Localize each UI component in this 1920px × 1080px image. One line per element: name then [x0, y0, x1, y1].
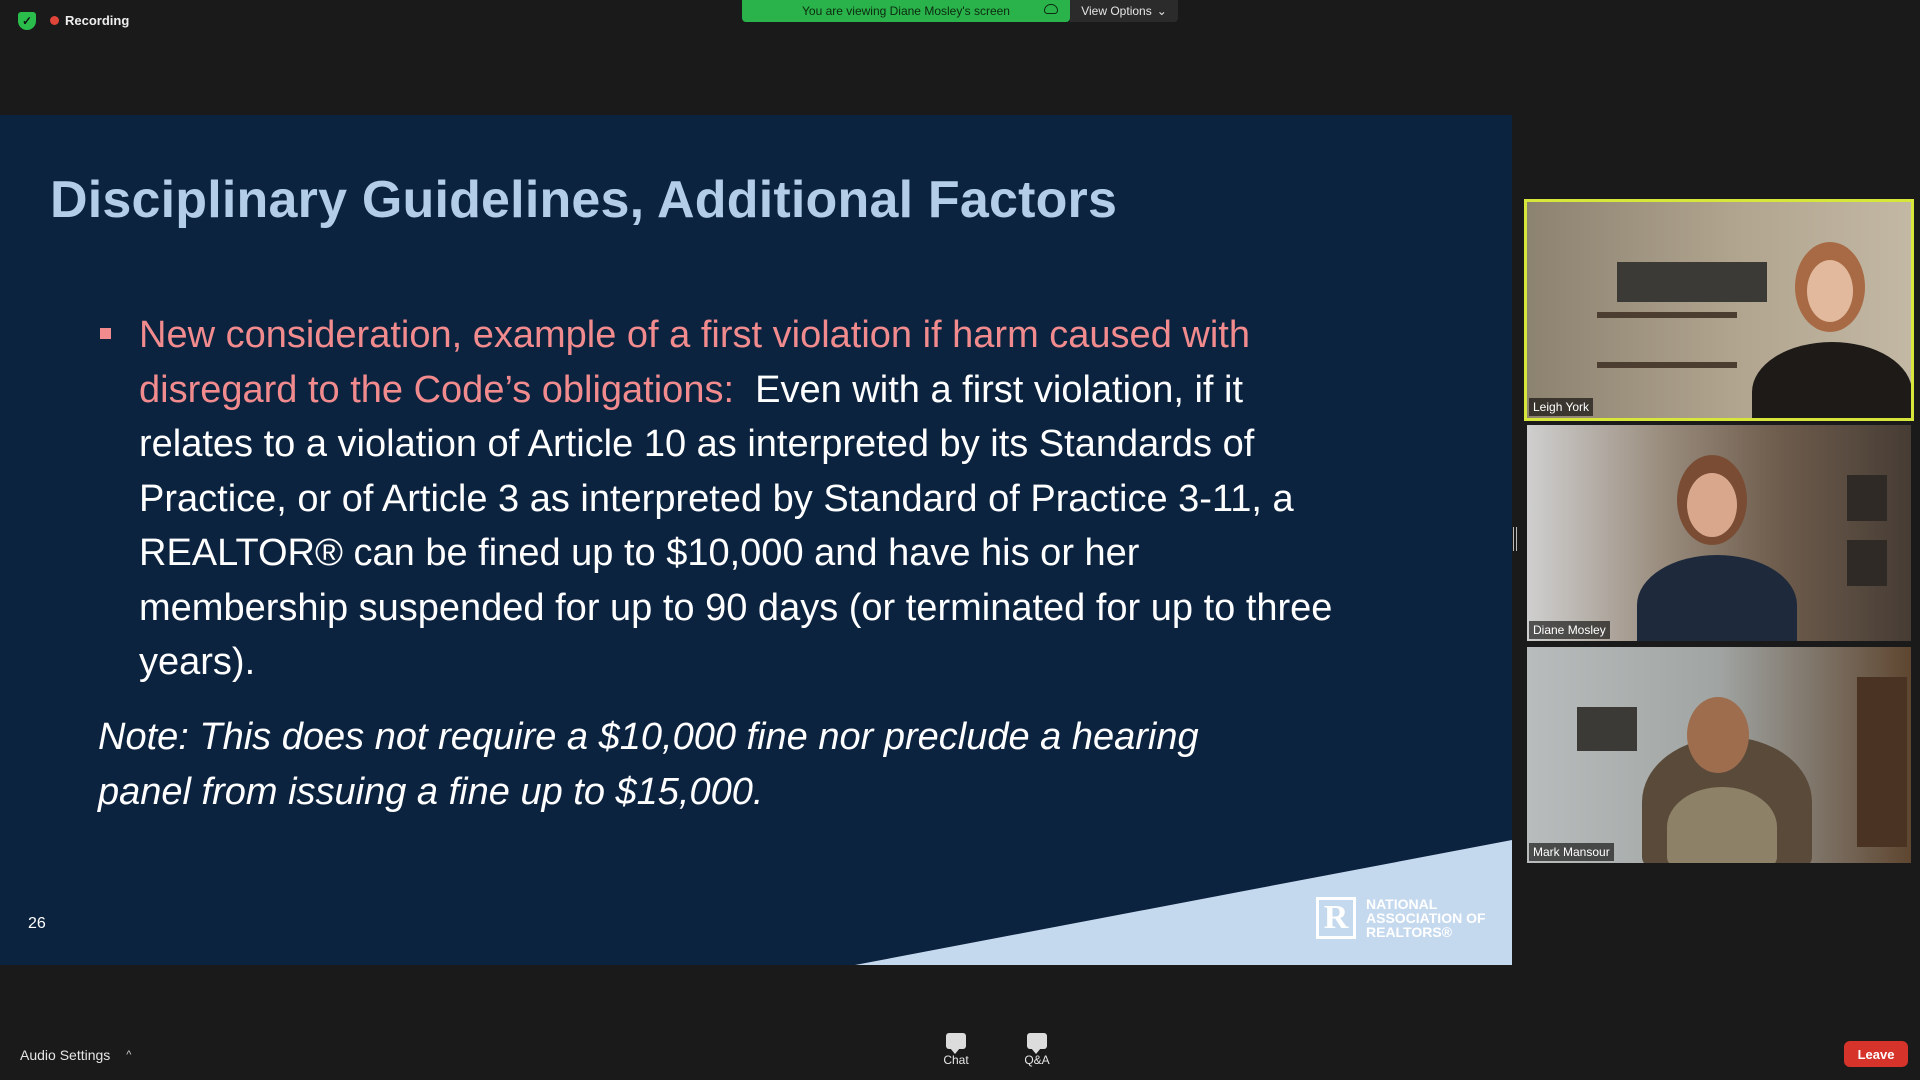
viewing-banner-text: You are viewing Diane Mosley's screen: [802, 4, 1010, 18]
bullet-highlight-text: New consideration, example of a first violation if harm caused with disregard to the Code’s obligations:: [139, 314, 1250, 411]
nar-logo-text: NATIONAL ASSOCIATION OF REALTORS®: [1366, 896, 1486, 940]
slide-bullet: [139, 308, 1339, 690]
participant-name: Diane Mosley: [1529, 621, 1610, 639]
chat-icon: [946, 1033, 966, 1049]
slide-note: Note: This does not require a $10,000 fine nor preclude a hearing panel from issuing a fine up to $15,000.: [98, 716, 1199, 813]
realtor-r-logo-icon: R: [1316, 897, 1356, 939]
recording-label: Recording: [65, 13, 130, 28]
recording-indicator[interactable]: [50, 13, 129, 28]
participant-name: Mark Mansour: [1529, 843, 1614, 861]
audio-settings-button[interactable]: [20, 1047, 131, 1063]
qa-icon: [1027, 1033, 1047, 1049]
chevron-up-icon[interactable]: ^: [126, 1049, 132, 1061]
view-options-label: View Options: [1081, 4, 1152, 18]
panel-resize-handle[interactable]: [1513, 527, 1517, 551]
recording-dot-icon: [50, 16, 59, 25]
shared-slide: [0, 115, 1512, 965]
slide-title: Disciplinary Guidelines, Additional Factors: [50, 171, 1118, 229]
security-shield-icon[interactable]: ✓: [18, 12, 36, 30]
chat-label: Chat: [943, 1053, 969, 1067]
video-tile-leigh-york[interactable]: [1527, 202, 1911, 418]
leave-button[interactable]: Leave: [1844, 1041, 1908, 1067]
video-tile-diane-mosley[interactable]: [1527, 425, 1911, 641]
nar-logo: [1316, 897, 1486, 939]
bullet-body-text: Even with a first violation, if it relates to a violation of Article 10 as interpreted by its Standards of Practice, or of Article 3 as interpreted by Standard of Practice 3-11, a REALTOR® can be fined up to $10,000 and have his or her membership suspended for up to 90 days (or terminated for up to three years).: [139, 368, 1333, 683]
viewing-screen-banner: [742, 0, 1070, 22]
audio-settings-label: Audio Settings: [20, 1047, 111, 1063]
qa-button[interactable]: [1007, 1033, 1067, 1077]
slide-page-number: 26: [28, 915, 46, 932]
participant-name: Leigh York: [1529, 398, 1593, 416]
chevron-down-icon: ⌄: [1156, 4, 1167, 18]
video-tile-mark-mansour[interactable]: [1527, 647, 1911, 863]
chat-button[interactable]: [926, 1033, 986, 1077]
bullet-square-icon: [100, 328, 111, 339]
qa-label: Q&A: [1024, 1053, 1050, 1067]
cloud-icon: [1044, 4, 1058, 14]
view-options-button[interactable]: [1070, 0, 1178, 22]
